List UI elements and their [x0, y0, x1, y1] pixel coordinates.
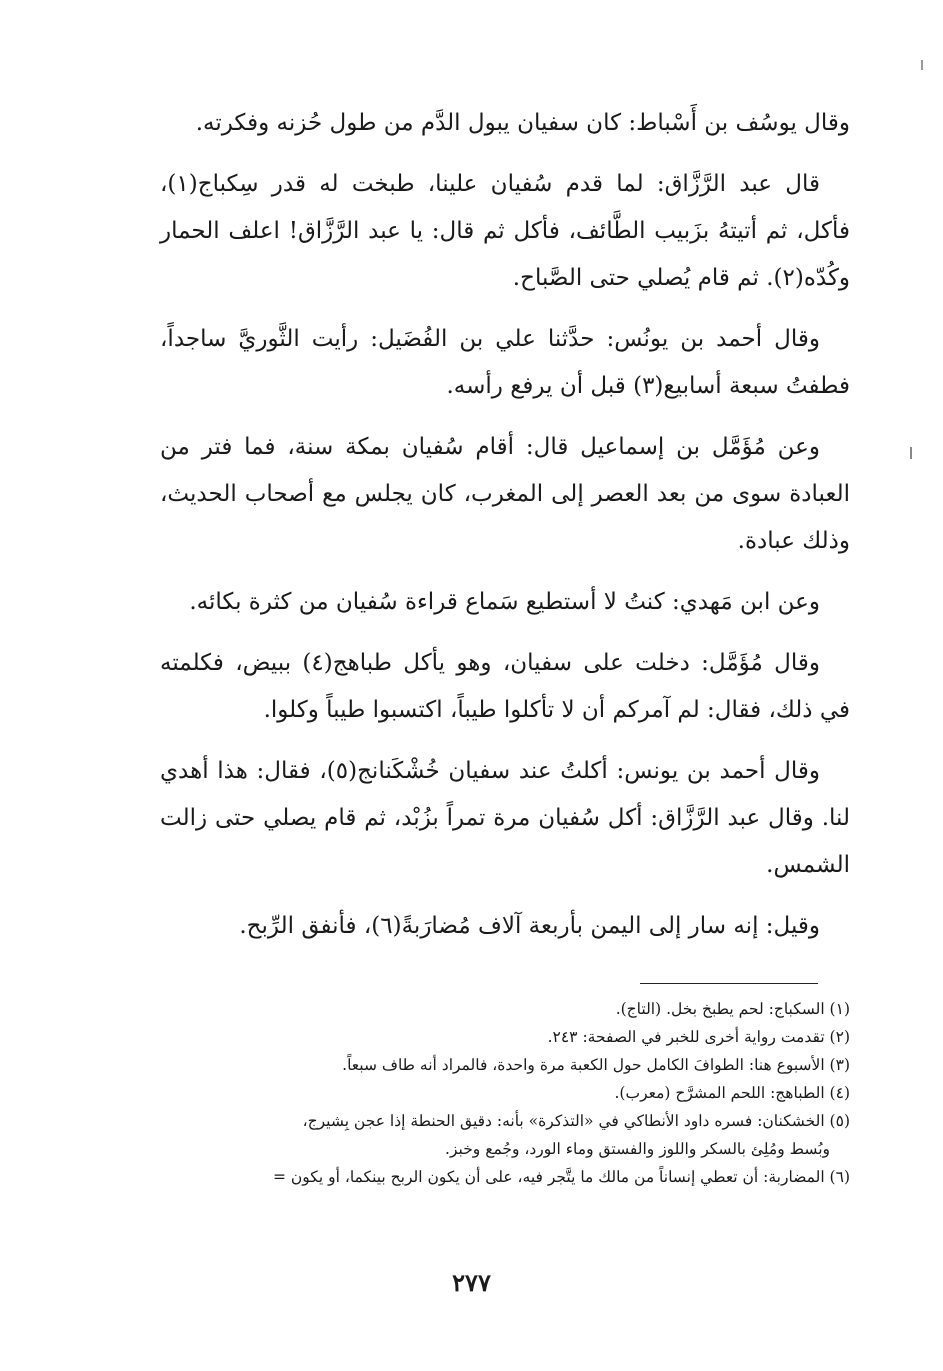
paragraph: وقيل: إنه سار إلى اليمن بأربعة آلاف مُضارَبةً(٦)، فأنفق الرِّبح. — [239, 913, 820, 939]
paragraph: وقال أحمد بن يونس: أكلتُ عند سفيان خُشْكَنانج(٥)، فقال: هذا أهدي لنا. وقال عبد الرَّزَّاق: أكل سُفيان مرة تمراً بزُبْد، ثم قام يصلي حتى زالت الشمس. — [160, 758, 850, 878]
footnote: (١) السكباج: لحم يطبخ بخل. (التاج). — [615, 1000, 850, 1018]
main-text — [160, 100, 850, 964]
footnote-continuation: وبُسط ومُلِئ بالسكر واللوز والفستق وماء الورد، وجُمع وخبز. — [445, 1140, 830, 1158]
footnote: (٦) المضاربة: أن تعطي إنساناً من مالك ما يتَّجر فيه، على أن يكون الربح بينكما، أو يكون = — [273, 1168, 850, 1186]
footnote: (٢) تقدمت رواية أخرى للخبر في الصفحة: ٢٤٣. — [547, 1028, 850, 1046]
paragraph: وعن مُؤَمَّل بن إسماعيل قال: أقام سُفيان بمكة سنة، فما فتر من العبادة سوى من بعد العصر إلى المغرب، كان يجلس مع أصحاب الحديث، وذلك عبادة. — [160, 434, 850, 554]
paragraph: قال عبد الرَّزَّاق: لما قدم سُفيان علينا، طبخت له قدر سِكباج(١)، فأكل، ثم أتيتهُ بزَبيب الطَّائف، فأكل ثم قال: يا عبد الرَّزَّاق! اعلف الحمار وكُدّه(٢). ثم قام يُصلي حتى الصَّباح. — [160, 171, 850, 291]
footnotes — [160, 995, 850, 1191]
scan-edge-mark — [910, 447, 912, 459]
paragraph: وعن ابن مَهدي: كنتُ لا أستطيع سَماع قراءة سُفيان من كثرة بكائه. — [189, 589, 820, 615]
paragraph: وقال أحمد بن يونُس: حدَّثنا علي بن الفُضَيل: رأيت الثَّوريَّ ساجداً، فطفتُ سبعة أسابيع(٣) قبل أن يرفع رأسه. — [160, 326, 850, 399]
paragraph: وقال يوسُف بن أَسْباط: كان سفيان يبول الدَّم من طول حُزنه وفكرته. — [195, 110, 850, 136]
footnote: (٥) الخشكنان: فسره داود الأنطاكي في «التذكرة» بأنه: دقيق الحنطة إذا عجن بِشيرج، — [302, 1112, 850, 1130]
page-number: ٢٧٧ — [452, 1268, 491, 1297]
scan-edge-mark — [921, 60, 923, 70]
paragraph: وقال مُؤَمَّل: دخلت على سفيان، وهو يأكل طباهج(٤) ببيض، فكلمته في ذلك، فقال: لم آمركم أن لا تأكلوا طيباً، اكتسبوا طيباً وكلوا. — [160, 650, 850, 723]
footnote: (٤) الطباهج: اللحم المشرَّح (معرب). — [614, 1084, 850, 1102]
footnote-divider — [640, 983, 818, 984]
footnote: (٣) الأسبوع هنا: الطوافَ الكامل حول الكعبة مرة واحدة، فالمراد أنه طاف سبعاً. — [342, 1056, 850, 1074]
